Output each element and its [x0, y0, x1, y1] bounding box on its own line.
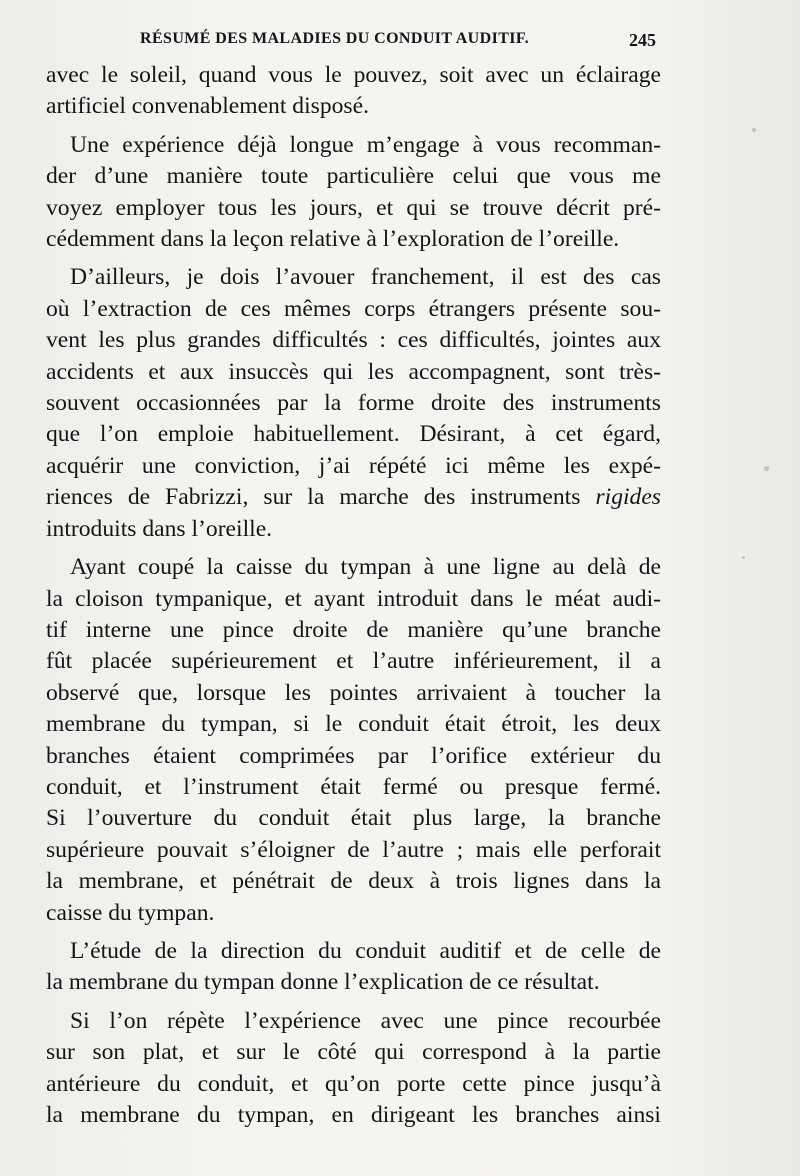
paper-speck: [742, 556, 745, 559]
text-line: Une expérience déjà longue m’engage à vous recomman-: [70, 131, 661, 158]
text-line: L’étude de la direction du conduit auditif et de celle de: [70, 937, 661, 964]
paragraph-1: [46, 60, 661, 123]
text-line: sur son plat, et sur le côté qui correspond à la partie: [46, 1039, 661, 1066]
text-line: vent les plus grandes difficultés : ces difficultés, jointes aux: [46, 327, 661, 354]
text-line: la membrane, et pénétrait de deux à trois lignes dans la: [46, 868, 661, 895]
text-line: supérieure pouvait s’éloigner de l’autre ; mais elle perforait: [46, 836, 661, 863]
paper-speck: [752, 128, 756, 132]
text-line: introduits dans l’oreille.: [46, 515, 273, 542]
text-line: artificiel convenablement disposé.: [46, 93, 369, 120]
body-text: [46, 60, 661, 1131]
text-line: cédemment dans la leçon relative à l’exploration de l’oreille.: [46, 226, 620, 253]
paragraph-3: [46, 262, 661, 545]
text-line: la membrane du tympan donne l’explication de ce résultat.: [46, 969, 600, 996]
text-line: voyez employer tous les jours, et qui se trouve décrit pré-: [46, 194, 661, 221]
text-line: fût placée supérieurement et l’autre inférieurement, il a: [46, 648, 661, 675]
text-line: membrane du tympan, si le conduit était étroit, les deux: [46, 711, 661, 738]
text-line-with-italic: [46, 482, 661, 513]
text-line: où l’extraction de ces mêmes corps étrangers présente sou-: [46, 295, 661, 322]
text-line: antérieure du conduit, et qu’on porte cette pince jusqu’à: [46, 1070, 661, 1097]
text-line: souvent occasionnées par la forme droite des instruments: [46, 390, 661, 417]
italic-word: rigides: [595, 484, 661, 511]
text-line: Ayant coupé la caisse du tympan à une ligne au delà de: [70, 554, 661, 581]
text-line: avec le soleil, quand vous le pouvez, soit avec un éclairage: [46, 62, 661, 88]
paragraph-6: [46, 1006, 661, 1132]
running-title: RÉSUMÉ DES MALADIES DU CONDUIT AUDITIF.: [140, 30, 530, 47]
text-line: riences de Fabrizzi, sur la marche des instruments: [46, 484, 581, 511]
text-line: tif interne une pince droite de manière qu’une branche: [46, 616, 661, 643]
text-line: der d’une manière toute particulière celui que vous me: [46, 163, 661, 190]
text-line: la cloison tympanique, et ayant introduit dans le méat audi-: [46, 585, 661, 612]
paper-speck: [764, 466, 769, 471]
text-line: la membrane du tympan, en dirigeant les branches ainsi: [46, 1102, 661, 1128]
paragraph-5: [46, 936, 661, 999]
text-line: branches étaient comprimées par l’orifice extérieur du: [46, 742, 661, 769]
text-line: que l’on emploie habituellement. Désirant, à cet égard,: [46, 421, 661, 448]
text-line: Si l’ouverture du conduit était plus large, la branche: [46, 805, 661, 832]
running-header: [46, 30, 656, 58]
text-line: acquérir une conviction, j’ai répété ici même les expé-: [46, 452, 661, 479]
text-line: caisse du tympan.: [46, 899, 215, 926]
paragraph-4: [46, 552, 661, 929]
text-line: Si l’on répète l’expérience avec une pince recourbée: [70, 1007, 661, 1034]
paragraph-2: [46, 130, 661, 256]
page-number: 245: [629, 30, 656, 50]
text-line: conduit, et l’instrument était fermé ou presque fermé.: [46, 773, 661, 800]
text-line: observé que, lorsque les pointes arrivaient à toucher la: [46, 679, 661, 706]
text-line: D’ailleurs, je dois l’avouer franchement, il est des cas: [70, 264, 661, 291]
text-line: accidents et aux insuccès qui les accompagnent, sont très-: [46, 358, 661, 385]
